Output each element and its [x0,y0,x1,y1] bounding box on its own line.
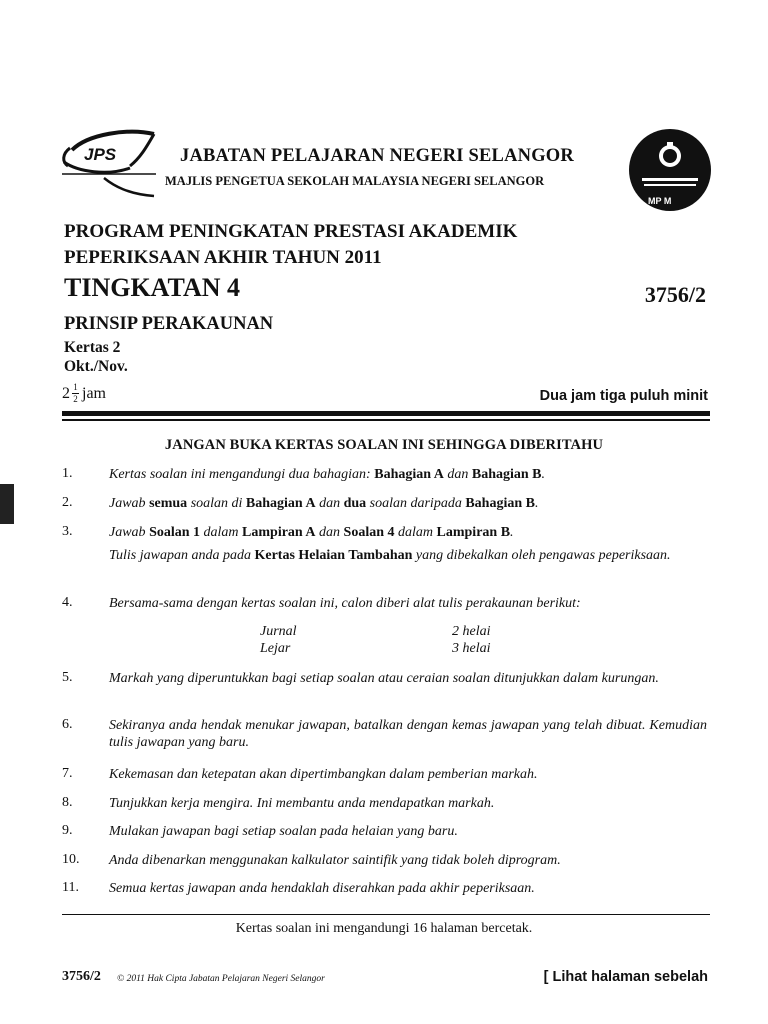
scan-margin-mark [0,484,14,524]
emphasis-text: Soalan 1 [149,525,201,540]
emphasis-text: semua [149,496,188,511]
supply-item: Lejar [260,641,291,656]
instruction-text: soalan di [187,496,246,511]
subject-name: PRINSIP PERAKAUNAN [64,314,274,334]
footer-paper-code: 3756/2 [62,969,101,984]
next-page-note: [ Lihat halaman sebelah [543,969,708,985]
emphasis-text: Bahagian A [245,496,316,511]
instruction-4: Bersama-sama dengan kertas soalan ini, calon diberi alat tulis perakaunan berikut: [109,596,581,611]
instruction-text: dalam [200,525,243,540]
paper-code: 3756/2 [644,282,706,307]
duration [62,383,106,404]
instruction-number: 11. [62,880,79,895]
emphasis-text: dua [343,496,367,511]
duration-words: Dua jam tiga puluh minit [539,388,708,404]
instruction-1 [109,466,709,483]
instruction-number: 6. [62,717,73,732]
warning-heading: JANGAN BUKA KERTAS SOALAN INI SEHINGGA DIBERITAHU [164,437,604,453]
supply-item: Jurnal [260,624,297,639]
instruction-text: . [534,496,539,511]
instruction-text: . [510,525,514,540]
seal-text: MP M [648,196,672,206]
instruction-8: Tunjukkan kerja mengira. Ini membantu anda mendapatkan markah. [109,796,495,811]
instruction-text: dan [315,496,344,511]
instruction-number: 4. [62,595,73,610]
instruction-number: 8. [62,795,73,810]
duration-unit: jam [82,384,106,402]
instruction-number: 3. [62,524,73,539]
org-subtitle: MAJLIS PENGETUA SEKOLAH MALAYSIA NEGERI SELANGOR [165,174,545,188]
org-name: JABATAN PELAJARAN NEGERI SELANGOR [180,146,574,166]
instruction-text: Tulis jawapan anda pada [109,548,255,563]
instruction-text: Kertas soalan ini mengandungi dua bahagian: [109,467,375,482]
duration-whole: 2 [62,384,70,402]
instruction-11: Semua kertas jawapan anda hendaklah diserahkan pada akhir peperiksaan. [109,881,535,896]
emphasis-text: Lampiran A [242,525,316,540]
instruction-text: yang dibekalkan oleh pengawas peperiksaan. [412,548,671,563]
emphasis-text: Soalan 4 [343,525,395,540]
instruction-10: Anda dibenarkan menggunakan kalkulator saintifik yang tidak boleh diprogram. [109,853,561,868]
instruction-2 [109,495,709,512]
emphasis-text: Bahagian A [374,467,444,482]
supply-quantity: 2 helai [452,624,491,639]
supply-quantity: 3 helai [452,641,491,656]
program-title: PROGRAM PENINGKATAN PRESTASI AKADEMIK [64,221,518,242]
instruction-number: 1. [62,466,73,481]
instruction-number: 2. [62,495,73,510]
exam-title: PEPERIKSAAN AKHIR TAHUN 2011 [64,247,382,268]
copyright-notice: © 2011 Hak Cipta Jabatan Pelajaran Negeri Selangor [117,974,325,984]
paper-number: Kertas 2 [64,339,121,356]
instruction-number: 7. [62,766,73,781]
instruction-text: Jawab [109,525,150,540]
divider-thin [62,419,710,421]
instruction-3b [109,547,707,564]
organization-seal [628,128,712,212]
emphasis-text: Bahagian B [471,467,542,482]
instruction-6: Sekiranya anda hendak menukar jawapan, batalkan dengan kemas jawapan yang telah dibuat. Kemudian tulis jawapan yang baru. [109,718,707,750]
divider-thick [62,411,710,416]
emphasis-text: Lampiran B [436,525,511,540]
instruction-number: 10. [62,852,80,867]
instruction-text: dalam [394,525,437,540]
fraction-denominator: 2 [73,394,78,404]
instruction-text: Jawab [109,496,150,511]
instruction-3a [109,524,709,541]
instruction-text: . [541,467,546,482]
duration-fraction [72,383,79,404]
footer-divider [62,914,710,915]
instruction-number: 5. [62,670,73,685]
instruction-text: dan [443,467,472,482]
instruction-text: dan [315,525,344,540]
logo-text: JPS [84,145,117,164]
jps-logo [58,128,158,198]
emphasis-text: Kertas Helaian Tambahan [254,548,413,563]
instruction-7: Kekemasan dan ketepatan akan dipertimbangkan dalam pemberian markah. [109,767,538,782]
instruction-5: Markah yang diperuntukkan bagi setiap soalan atau ceraian soalan ditunjukkan dalam kurungan. [109,671,659,686]
grade-level: TINGKATAN 4 [64,273,240,302]
instruction-number: 9. [62,823,73,838]
instruction-text: soalan daripada [366,496,466,511]
emphasis-text: Bahagian B [465,496,535,511]
instruction-9: Mulakan jawapan bagi setiap soalan pada helaian yang baru. [109,824,458,839]
fraction-numerator: 1 [73,382,78,392]
page-count-note: Kertas soalan ini mengandungi 16 halaman bercetak. [235,921,533,936]
exam-month: Okt./Nov. [64,358,128,375]
